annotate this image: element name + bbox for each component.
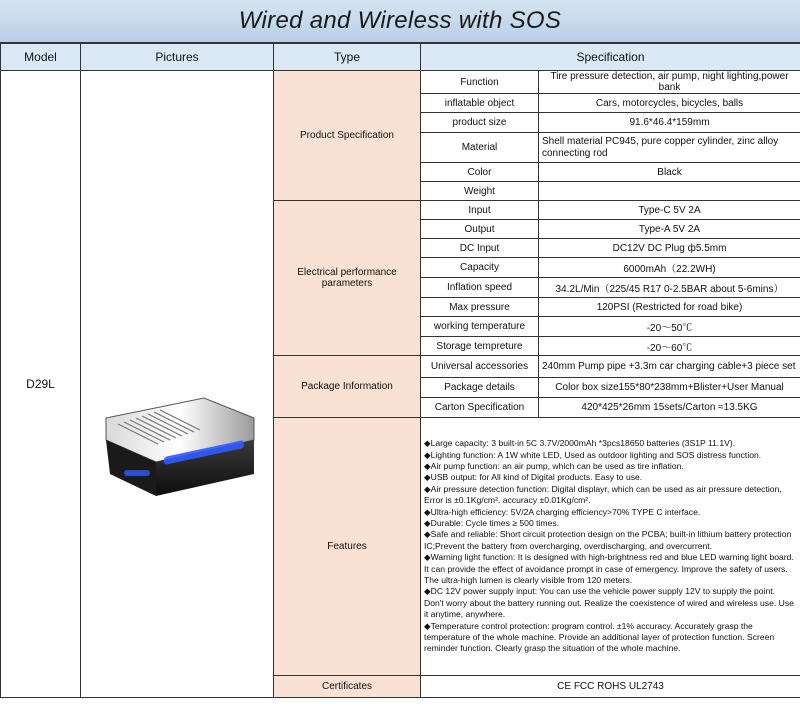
list-item: ◆Ultra-high efficiency: 5V/2A charging efficiency>70% TYPE C interface. bbox=[424, 506, 701, 517]
list-item: ◆Air pressure detection function: Digital displayr, which can be used as air pressure detection, Error is ±0.1Kg/cm². accuracy ±0.01Kg/cm². bbox=[424, 483, 782, 506]
spec-label: Inflation speed bbox=[421, 278, 539, 298]
spec-value: Tire pressure detection, air pump, night lighting,power bank bbox=[539, 71, 800, 94]
section-package-label: Package Information bbox=[274, 356, 421, 418]
spec-label: product size bbox=[421, 113, 539, 133]
product-picture bbox=[81, 71, 274, 698]
section-features-label: Features bbox=[274, 418, 421, 676]
spec-value: Color box size155*80*238mm+Blister+User Manual bbox=[539, 378, 800, 398]
spec-value: -20～60℃ bbox=[539, 337, 800, 356]
section-product-label: Product Specification bbox=[274, 71, 421, 201]
list-item: ◆Temperature control protection: program control. ±1% accuracy. Accurately grasp the temperature of the whole machine. Provide an additional layer of protection function. Screen reminder function. Clearly grasp the situation of the whole machine. bbox=[424, 620, 775, 654]
spec-label: Material bbox=[421, 133, 539, 163]
spec-label: Storage tempreture bbox=[421, 337, 539, 356]
list-item: ◆DC 12V power supply input: You can use the vehicle power supply 12V to supply the point. Don't worry about the battery running out. Realize the coexistence of wired and wireless use. Use it anytime, anywhere. bbox=[424, 586, 794, 620]
table-row bbox=[1, 71, 800, 94]
spec-value: Type-C 5V 2A bbox=[539, 201, 800, 220]
spec-value: 120PSI (Restricted for road bike) bbox=[539, 298, 800, 317]
spec-label: Max pressure bbox=[421, 298, 539, 317]
spec-label: Weight bbox=[421, 182, 539, 201]
spec-value: 34.2L/Min（225/45 R17 0-2.5BAR about 5-6mins） bbox=[539, 278, 800, 298]
spec-value: Black bbox=[539, 163, 800, 182]
model-value: D29L bbox=[1, 71, 81, 698]
spec-label: Input bbox=[421, 201, 539, 220]
list-item: ◆Safe and reliable: Short circuit protection design on the PCBA; built-in lithium battery protection IC;Prevent the battery from overcharging, overdischarging, and overcurrent. bbox=[424, 529, 792, 551]
spec-value: 6000mAh（22.2WH) bbox=[539, 258, 800, 278]
spec-label: Output bbox=[421, 220, 539, 239]
spec-label: inflatable object bbox=[421, 94, 539, 113]
spec-value bbox=[539, 182, 800, 201]
header-type: Type bbox=[274, 44, 421, 71]
spec-label: Package details bbox=[421, 378, 539, 398]
spec-value: 420*425*26mm 15sets/Carton ≈13.5KG bbox=[539, 398, 800, 418]
list-item: ◆Lighting function: A 1W white LED, Used as outdoor lighting and SOS distress function. bbox=[424, 449, 762, 460]
spec-label: Capacity bbox=[421, 258, 539, 278]
section-electrical-label: Electrical performance parameters bbox=[274, 201, 421, 356]
spec-value: 240mm Pump pipe +3.3m car charging cable+3 piece set bbox=[539, 356, 800, 378]
list-item: ◆Air pump function: an air pump, which can be used as tire inflation. bbox=[424, 460, 684, 471]
list-item: ◆Warning light function: It is designed with high-brightness red and blue LED warning light board. It can provide the effect of avoidance prompt in case of emergency. Improve the safety of users. The ultra-high lumen is clearly visible from 120 meters. bbox=[424, 552, 794, 586]
spec-value: Shell material PC945, pure copper cylinder, zinc alloy connecting rod bbox=[539, 133, 800, 163]
spec-label: Color bbox=[421, 163, 539, 182]
list-item: ◆USB output: for All kind of Digital products. Easy to use. bbox=[424, 472, 643, 483]
section-certificates-label: Certificates bbox=[274, 676, 421, 698]
spec-value: 91.6*46.4*159mm bbox=[539, 113, 800, 133]
spec-label: Function bbox=[421, 71, 539, 94]
title-bar bbox=[0, 0, 800, 43]
spec-label: working temperature bbox=[421, 317, 539, 337]
page-title: Wired and Wireless with SOS bbox=[238, 7, 562, 34]
spec-value: Cars, motorcycles, bicycles, balls bbox=[539, 94, 800, 113]
header-specification: Specification bbox=[421, 44, 800, 71]
header-pictures: Pictures bbox=[81, 44, 274, 71]
features-list bbox=[421, 418, 800, 676]
spec-value: -20～50℃ bbox=[539, 317, 800, 337]
spec-table bbox=[0, 43, 800, 698]
spec-label: Universal accessories bbox=[421, 356, 539, 378]
header-row bbox=[1, 44, 800, 71]
certificates-value: CE FCC ROHS UL2743 bbox=[421, 676, 800, 698]
spec-value: Type-A 5V 2A bbox=[539, 220, 800, 239]
header-model: Model bbox=[1, 44, 81, 71]
device-image-icon bbox=[84, 73, 277, 693]
list-item: ◆Large capacity: 3 built-in 5C 3.7V/2000mAh *3pcs18650 batteries (3S1P 11.1V). bbox=[424, 438, 736, 449]
spec-label: DC Input bbox=[421, 239, 539, 258]
list-item: ◆Durable: Cycle times ≥ 500 times. bbox=[424, 517, 560, 528]
spec-value: DC12V DC Plug ф5.5mm bbox=[539, 239, 800, 258]
spec-label: Carton Specification bbox=[421, 398, 539, 418]
